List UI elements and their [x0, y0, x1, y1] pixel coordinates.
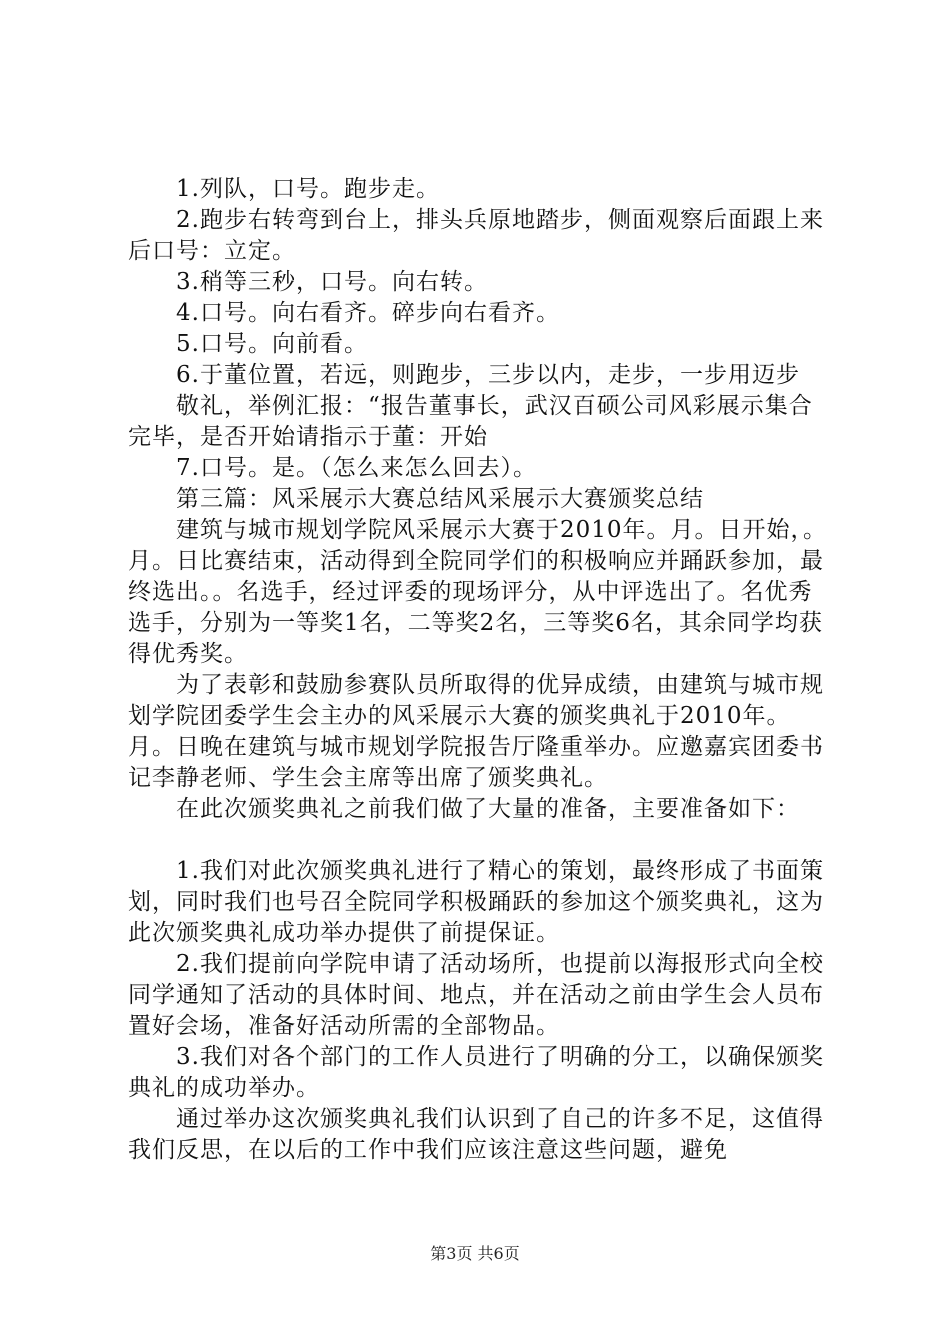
- paragraph-salute: 敬礼，举例汇报：“报告董事长，武汉百硕公司风彩展示集合完毕，是否开始请指示于董：开始: [128, 393, 813, 450]
- paragraph-step-5: 5.口号。向前看。: [176, 331, 368, 357]
- paragraph-preparation: 在此次颁奖典礼之前我们做了大量的准备，主要准备如下：: [176, 796, 800, 822]
- paragraph-prep-3: 3.我们对各个部门的工作人员进行了明确的分工，以确保颁奖典礼的成功举办。: [128, 1044, 824, 1101]
- paragraph-prep-2: 2.我们提前向学院申请了活动场所，也提前以海报形式向全校同学通知了活动的具体时间、地点，并在活动之前由学生会人员布置好会场，准备好活动所需的全部物品。: [128, 951, 824, 1039]
- blank-line: [128, 825, 833, 856]
- paragraph-ceremony: 为了表彰和鼓励参赛队员所取得的优异成绩，由建筑与城市规划学院团委学生会主办的风采展示大赛的颁奖典礼于2010年。月。日晚在建筑与城市规划学院报告厅隆重举办。应邀嘉宾团委书记李静老师、学生会主席等出席了颁奖典礼。: [128, 672, 824, 791]
- page-number-footer: 第3页 共6页: [430, 1244, 520, 1263]
- paragraph-step-7: 7.口号。是。（怎么来怎么回去）。: [176, 455, 537, 481]
- paragraph-intro: 建筑与城市规划学院风采展示大赛于2010年。月。日开始，。月。日比赛结束，活动得到全院同学们的积极响应并踊跃参加，最终选出。。名选手，经过评委的现场评分，从中评选出了。名优秀选手，分别为一等奖1名，二等奖2名，三等奖6名，其余同学均获得优秀奖。: [128, 517, 828, 667]
- paragraph-step-3: 3.稍等三秒，口号。向右转。: [176, 269, 488, 295]
- paragraph-reflection: 通过举办这次颁奖典礼我们认识到了自己的许多不足，这值得我们反思，在以后的工作中我们应该注意这些问题，避免: [128, 1106, 824, 1163]
- document-body: [128, 174, 833, 1166]
- paragraph-prep-1: 1.我们对此次颁奖典礼进行了精心的策划，最终形成了书面策划，同时我们也号召全院同学积极踊跃的参加这个颁奖典礼，这为此次颁奖典礼成功举办提供了前提保证。: [128, 858, 824, 946]
- paragraph-step-2: 2.跑步右转弯到台上，排头兵原地踏步，侧面观察后面跟上来后口号：立定。: [128, 207, 824, 264]
- paragraph-step-1: 1.列队，口号。跑步走。: [176, 176, 440, 202]
- paragraph-step-4: 4.口号。向右看齐。碎步向右看齐。: [176, 300, 560, 326]
- paragraph-step-6: 6.于董位置，若远，则跑步，三步以内，走步，一步用迈步: [176, 362, 800, 388]
- section-heading: 第三篇：风采展示大赛总结风采展示大赛颁奖总结: [176, 486, 704, 512]
